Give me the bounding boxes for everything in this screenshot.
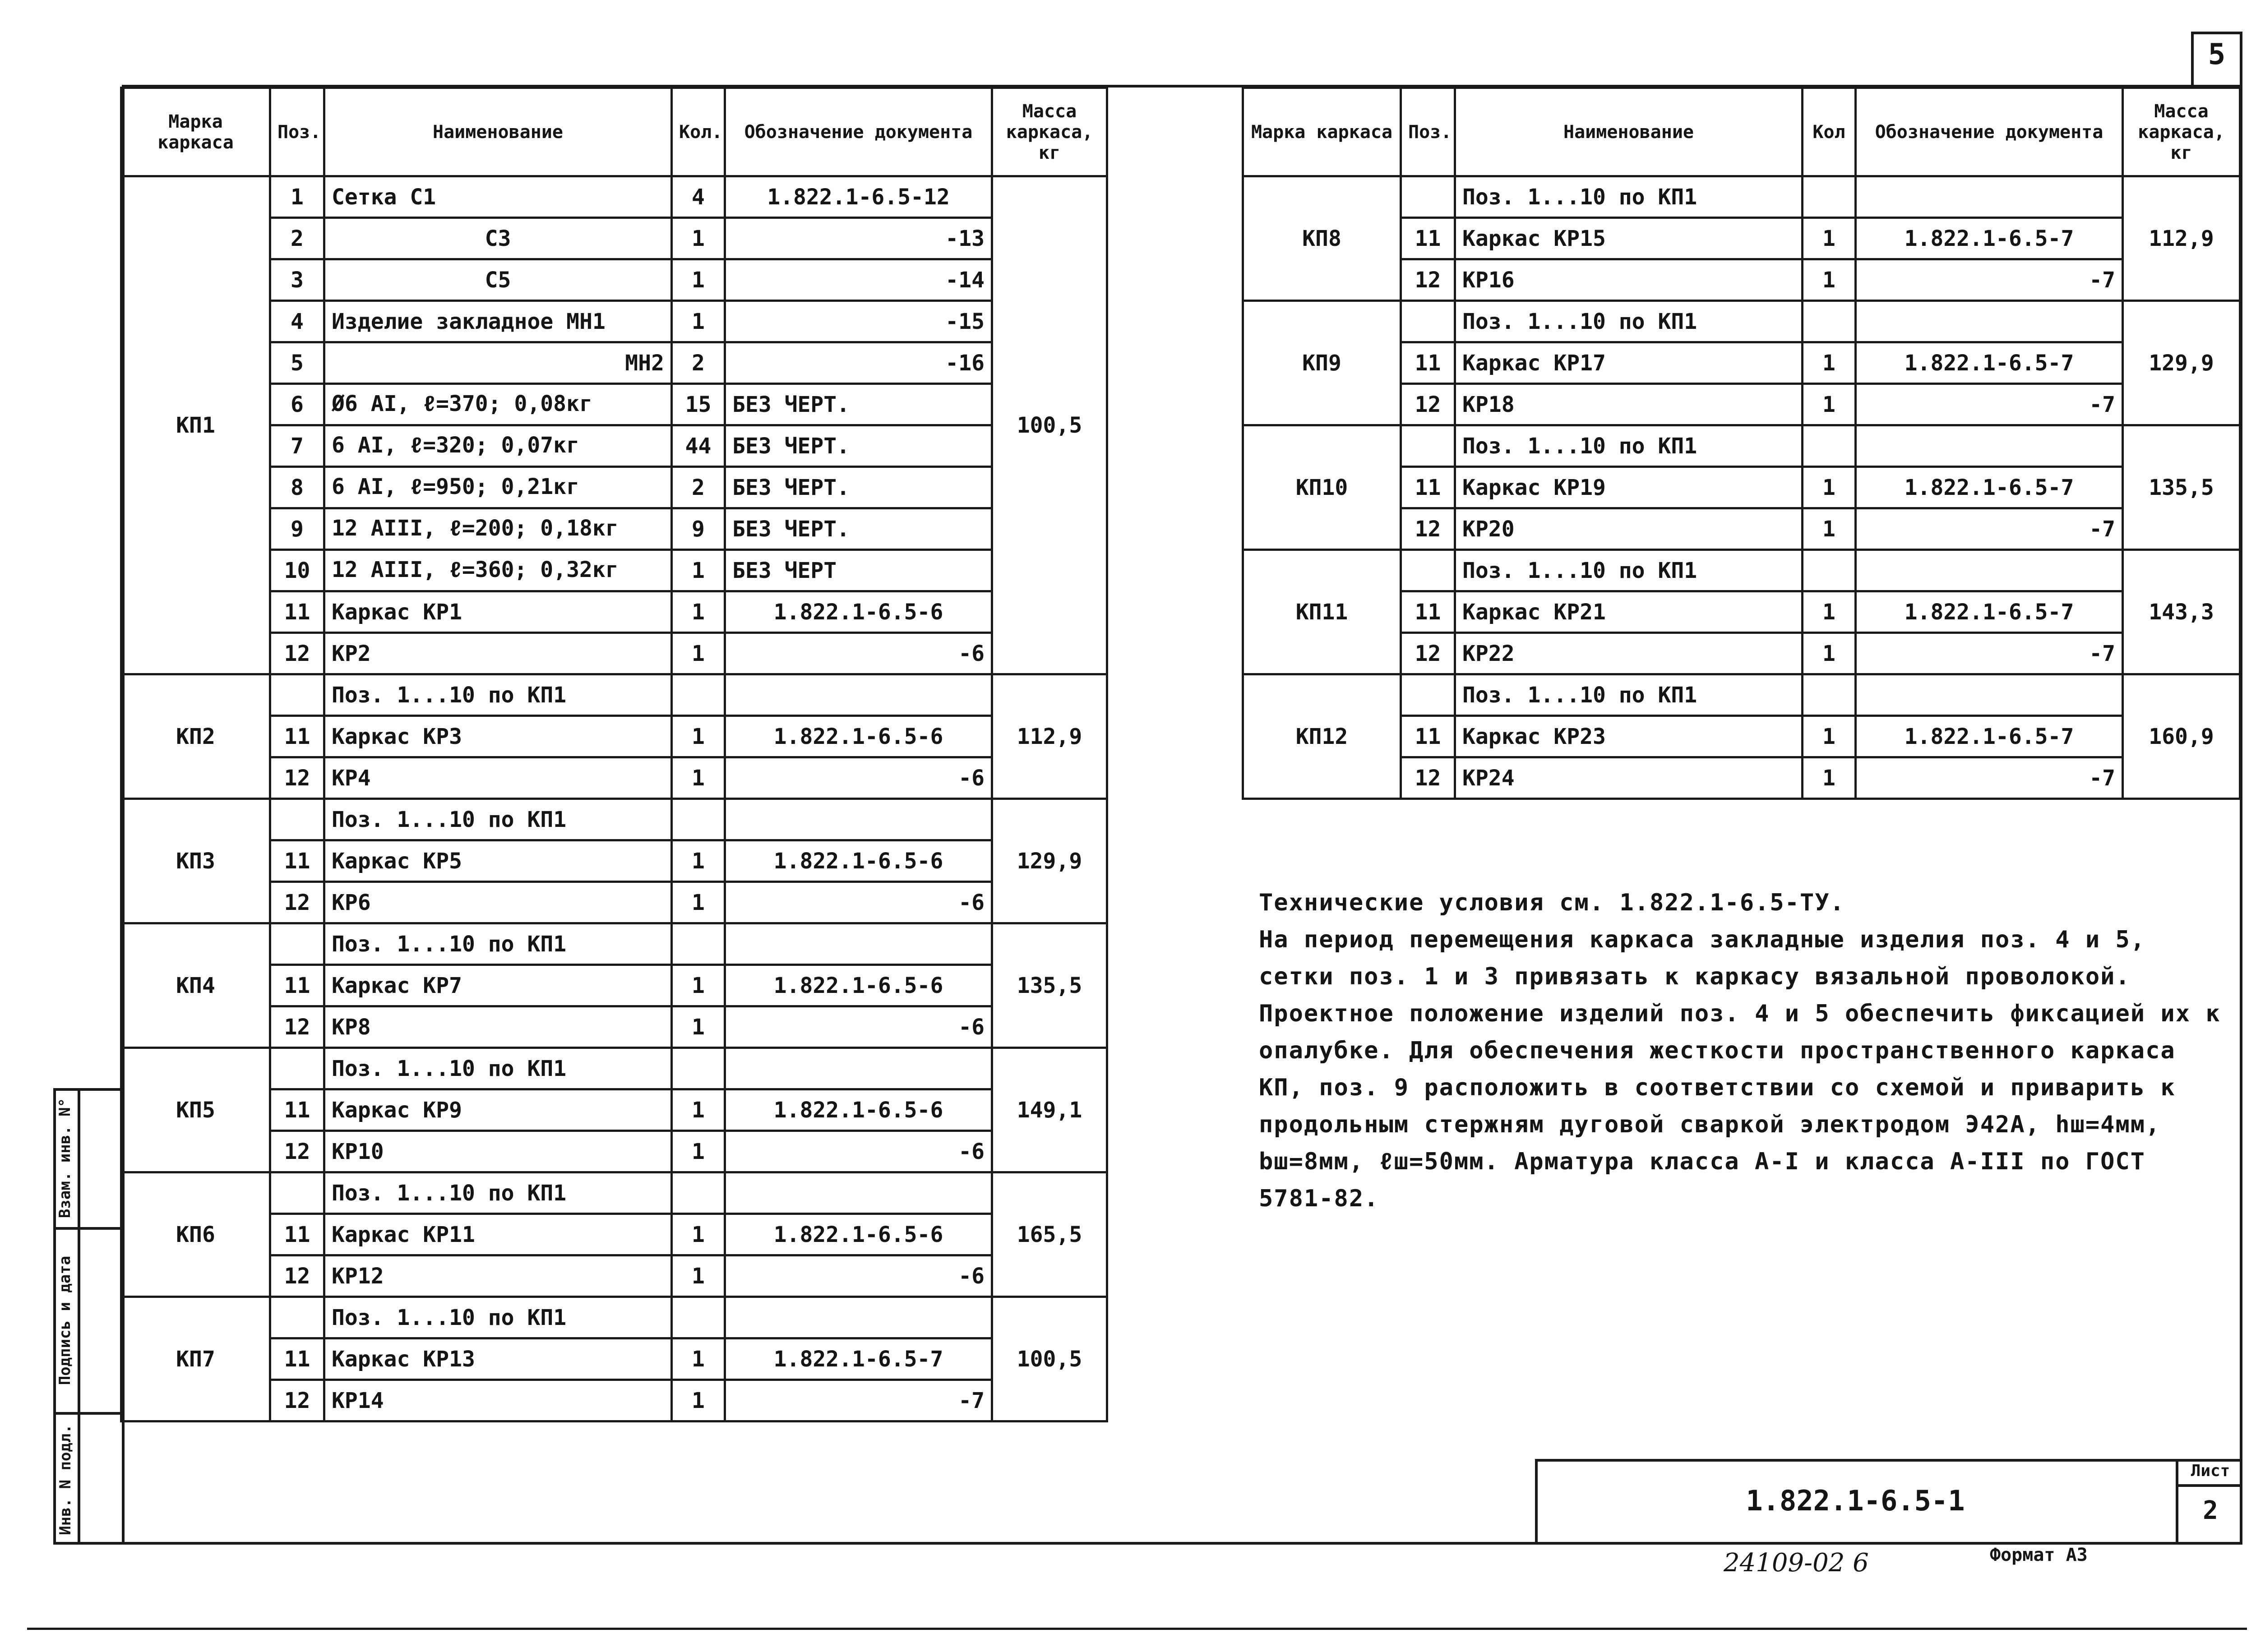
cell-doc: 1.822.1-6.5-6 (725, 716, 992, 757)
cell-marka: КП6 (121, 1172, 270, 1297)
cell-mass: 112,9 (992, 674, 1107, 799)
cell-poz (270, 1172, 324, 1214)
cell-doc: -14 (725, 259, 992, 301)
cell-kol (672, 1297, 725, 1338)
cell-name: Поз. 1...10 по КП1 (1455, 301, 1803, 342)
cell-poz: 12 (270, 1255, 324, 1297)
cell-name: Каркас КР3 (324, 716, 672, 757)
cell-name: Поз. 1...10 по КП1 (1455, 425, 1803, 467)
cell-name: Поз. 1...10 по КП1 (324, 799, 672, 840)
right-spec-table (1242, 87, 2241, 800)
table-row (121, 1048, 1107, 1089)
cell-doc: -6 (725, 757, 992, 799)
cell-name: 12 АIII, ℓ=200; 0,18кг (324, 508, 672, 550)
cell-kol: 1 (672, 716, 725, 757)
cell-poz: 9 (270, 508, 324, 550)
bottom-line (27, 1628, 2247, 1630)
stamp-vzam-inv: Взам. инв. N° (56, 1098, 74, 1218)
cell-name: Каркас КР19 (1455, 467, 1803, 508)
cell-name: Поз. 1...10 по КП1 (1455, 550, 1803, 591)
cell-marka: КП5 (121, 1048, 270, 1172)
table-row (121, 1172, 1107, 1214)
cell-name: МН2 (324, 342, 672, 384)
cell-poz: 11 (1401, 218, 1455, 259)
cell-doc (725, 674, 992, 716)
cell-kol (672, 799, 725, 840)
cell-poz: 10 (270, 550, 324, 591)
table-row (1243, 176, 2240, 218)
cell-poz (270, 923, 324, 965)
cell-poz: 12 (1401, 508, 1455, 550)
cell-marka: КП8 (1243, 176, 1401, 301)
cell-marka: КП9 (1243, 301, 1401, 425)
cell-poz (270, 1297, 324, 1338)
cell-doc: 1.822.1-6.5-6 (725, 1089, 992, 1131)
cell-doc: -7 (1856, 384, 2123, 425)
cell-doc: 1.822.1-6.5-7 (1856, 342, 2123, 384)
header-name: Наименование (1455, 88, 1803, 176)
format-label: Формат А3 (1990, 1545, 2088, 1565)
cell-poz (270, 674, 324, 716)
cell-mass: 112,9 (2123, 176, 2240, 301)
cell-doc (1856, 425, 2123, 467)
cell-marka: КП10 (1243, 425, 1401, 550)
cell-kol: 1 (1803, 259, 1856, 301)
cell-kol: 1 (1803, 716, 1856, 757)
cell-name: Каркас КР11 (324, 1214, 672, 1255)
cell-doc: 1.822.1-6.5-7 (1856, 591, 2123, 633)
cell-doc: 1.822.1-6.5-7 (1856, 218, 2123, 259)
side-stamp-divider (78, 1088, 80, 1545)
cell-name: Каркас КР7 (324, 965, 672, 1006)
cell-doc: -6 (725, 1255, 992, 1297)
cell-marka: КП4 (121, 923, 270, 1048)
cell-name: Поз. 1...10 по КП1 (324, 1297, 672, 1338)
cell-kol: 1 (672, 218, 725, 259)
cell-poz: 11 (270, 840, 324, 882)
stamp-podpis-data: Подпись и дата (56, 1255, 74, 1385)
cell-poz: 11 (270, 716, 324, 757)
cell-name: Сетка С1 (324, 176, 672, 218)
cell-kol: 1 (672, 840, 725, 882)
cell-mass: 143,3 (2123, 550, 2240, 674)
cell-doc: -7 (1856, 259, 2123, 301)
cell-doc: БЕЗ ЧЕРТ. (725, 384, 992, 425)
cell-poz: 12 (1401, 757, 1455, 799)
document-code: 1.822.1-6.5-1 (1746, 1484, 1965, 1517)
cell-poz: 7 (270, 425, 324, 467)
header-kol: Кол. (672, 88, 725, 176)
cell-kol (1803, 674, 1856, 716)
cell-poz: 11 (1401, 467, 1455, 508)
cell-kol: 1 (1803, 757, 1856, 799)
cell-name: Каркас КР13 (324, 1338, 672, 1380)
cell-kol: 1 (1803, 467, 1856, 508)
cell-name: КР2 (324, 633, 672, 674)
cell-poz: 12 (270, 882, 324, 923)
cell-kol: 1 (1803, 218, 1856, 259)
cell-kol (672, 674, 725, 716)
cell-kol: 1 (672, 1131, 725, 1172)
cell-poz: 2 (270, 218, 324, 259)
cell-poz: 12 (270, 1380, 324, 1421)
cell-marka: КП2 (121, 674, 270, 799)
cell-kol (1803, 301, 1856, 342)
cell-name: КР14 (324, 1380, 672, 1421)
cell-doc: 1.822.1-6.5-12 (725, 176, 992, 218)
cell-name: Каркас КР5 (324, 840, 672, 882)
header-mass: Масса каркаса, кг (2123, 88, 2240, 176)
cell-kol: 1 (672, 1006, 725, 1048)
cell-name: Поз. 1...10 по КП1 (324, 923, 672, 965)
cell-poz: 12 (270, 1006, 324, 1048)
cell-doc: БЕЗ ЧЕРТ. (725, 425, 992, 467)
cell-kol: 9 (672, 508, 725, 550)
cell-kol: 1 (672, 1380, 725, 1421)
cell-poz: 12 (1401, 259, 1455, 301)
cell-poz: 11 (270, 965, 324, 1006)
cell-doc: -7 (725, 1380, 992, 1421)
cell-doc: 1.822.1-6.5-7 (725, 1338, 992, 1380)
header-poz: Поз. (270, 88, 324, 176)
cell-doc (725, 799, 992, 840)
cell-kol (1803, 176, 1856, 218)
cell-kol: 1 (672, 757, 725, 799)
cell-poz: 12 (1401, 384, 1455, 425)
cell-poz (1401, 176, 1455, 218)
cell-poz: 11 (1401, 342, 1455, 384)
cell-kol: 1 (672, 882, 725, 923)
cell-doc: 1.822.1-6.5-6 (725, 591, 992, 633)
header-doc: Обозначение документа (1856, 88, 2123, 176)
cell-kol: 1 (1803, 384, 1856, 425)
table-row (1243, 301, 2240, 342)
header-marka: Марка каркаса (1243, 88, 1401, 176)
list-number: 2 (2203, 1496, 2218, 1525)
cell-mass: 129,9 (2123, 301, 2240, 425)
cell-kol: 44 (672, 425, 725, 467)
cell-marka: КП1 (121, 176, 270, 674)
cell-kol: 1 (672, 1214, 725, 1255)
cell-name: Каркас КР9 (324, 1089, 672, 1131)
cell-kol: 1 (672, 633, 725, 674)
cell-poz: 12 (270, 1131, 324, 1172)
cell-doc: 1.822.1-6.5-6 (725, 840, 992, 882)
cell-poz (1401, 674, 1455, 716)
cell-name: С5 (324, 259, 672, 301)
cell-kol: 1 (672, 550, 725, 591)
list-label: Лист (2191, 1462, 2230, 1480)
cell-kol: 1 (672, 965, 725, 1006)
cell-doc (1856, 550, 2123, 591)
cell-poz: 11 (270, 1089, 324, 1131)
cell-doc: 1.822.1-6.5-6 (725, 1214, 992, 1255)
stamp-inv-podl: Инв. N подл. (56, 1424, 74, 1535)
cell-name: КР12 (324, 1255, 672, 1297)
cell-poz: 3 (270, 259, 324, 301)
cell-doc: -6 (725, 1131, 992, 1172)
cell-doc: -15 (725, 301, 992, 342)
notes-line-2: На период перемещения каркаса закладные изделия поз. 4 и 5, сетки поз. 1 и 3 привязать к каркасу вязальной проволокой. Проектное положение изделий поз. 4 и 5 обеспечить фиксацией их к опалубке. Для обеспечения жесткости пространственного каркаса КП, поз. 9 расположить в соответствии со схемой и приварить к продольным стержням дуговой сваркой электродом Э42А, hш=4мм, bш=8мм, ℓш=50мм. Арматура класса А-I и класса А-III по ГОСТ 5781-82. (1259, 926, 2221, 1212)
cell-doc: БЕЗ ЧЕРТ (725, 550, 992, 591)
cell-poz: 4 (270, 301, 324, 342)
cell-name: КР10 (324, 1131, 672, 1172)
cell-poz: 1 (270, 176, 324, 218)
cell-name: Ø6 АI, ℓ=370; 0,08кг (324, 384, 672, 425)
table-row (121, 923, 1107, 965)
cell-kol (672, 923, 725, 965)
cell-poz: 12 (1401, 633, 1455, 674)
cell-kol (672, 1048, 725, 1089)
cell-mass: 149,1 (992, 1048, 1107, 1172)
table-row (1243, 425, 2240, 467)
cell-kol (1803, 550, 1856, 591)
cell-doc: -16 (725, 342, 992, 384)
cell-poz: 11 (1401, 591, 1455, 633)
cell-mass: 135,5 (992, 923, 1107, 1048)
cell-name: КР6 (324, 882, 672, 923)
cell-name: Поз. 1...10 по КП1 (324, 1048, 672, 1089)
cell-doc (725, 1297, 992, 1338)
cell-poz: 6 (270, 384, 324, 425)
cell-name: Поз. 1...10 по КП1 (324, 674, 672, 716)
cell-name: Каркас КР15 (1455, 218, 1803, 259)
cell-doc: 1.822.1-6.5-7 (1856, 716, 2123, 757)
cell-kol: 1 (1803, 633, 1856, 674)
header-poz: Поз. (1401, 88, 1455, 176)
cell-doc: -7 (1856, 508, 2123, 550)
cell-poz (270, 1048, 324, 1089)
cell-doc: -6 (725, 633, 992, 674)
header-name: Наименование (324, 88, 672, 176)
cell-poz (270, 799, 324, 840)
cell-poz: 12 (270, 757, 324, 799)
cell-doc: 1.822.1-6.5-6 (725, 965, 992, 1006)
cell-name: Изделие закладное МН1 (324, 301, 672, 342)
page-number: 5 (2208, 38, 2226, 71)
cell-kol: 1 (672, 259, 725, 301)
header-kol: Кол (1803, 88, 1856, 176)
title-block-divider (2176, 1484, 2242, 1487)
cell-kol (1803, 425, 1856, 467)
cell-name: КР20 (1455, 508, 1803, 550)
cell-poz (1401, 550, 1455, 591)
cell-kol: 1 (1803, 591, 1856, 633)
cell-doc (1856, 176, 2123, 218)
cell-name: Поз. 1...10 по КП1 (324, 1172, 672, 1214)
header-marka: Марка каркаса (121, 88, 270, 176)
table-row (1243, 550, 2240, 591)
cell-name: 12 АIII, ℓ=360; 0,32кг (324, 550, 672, 591)
cell-name: 6 АI, ℓ=320; 0,07кг (324, 425, 672, 467)
table-row (121, 176, 1107, 218)
cell-poz: 11 (1401, 716, 1455, 757)
cell-kol: 1 (672, 591, 725, 633)
cell-kol: 1 (672, 1255, 725, 1297)
cell-poz: 11 (270, 591, 324, 633)
cell-mass: 160,9 (2123, 674, 2240, 799)
table-row (121, 674, 1107, 716)
cell-name: КР24 (1455, 757, 1803, 799)
cell-name: Каркас КР23 (1455, 716, 1803, 757)
header-mass: Масса каркаса, кг (992, 88, 1107, 176)
cell-name: Каркас КР1 (324, 591, 672, 633)
cell-kol: 1 (1803, 342, 1856, 384)
table-row (121, 799, 1107, 840)
cell-doc: -7 (1856, 757, 2123, 799)
cell-name: Каркас КР21 (1455, 591, 1803, 633)
cell-name: КР4 (324, 757, 672, 799)
cell-doc (1856, 301, 2123, 342)
cell-mass: 100,5 (992, 1297, 1107, 1421)
left-spec-table (120, 87, 1108, 1422)
cell-marka: КП3 (121, 799, 270, 923)
cell-kol (672, 1172, 725, 1214)
cell-name: С3 (324, 218, 672, 259)
cell-poz (1401, 425, 1455, 467)
notes-line-1: Технические условия см. 1.822.1-6.5-ТУ. (1259, 889, 1845, 916)
cell-kol: 15 (672, 384, 725, 425)
cell-doc (725, 1048, 992, 1089)
cell-doc (725, 923, 992, 965)
cell-name: 6 АI, ℓ=950; 0,21кг (324, 467, 672, 508)
cell-poz: 12 (270, 633, 324, 674)
cell-doc (725, 1172, 992, 1214)
cell-kol: 2 (672, 467, 725, 508)
cell-mass: 129,9 (992, 799, 1107, 923)
cell-doc: БЕЗ ЧЕРТ. (725, 508, 992, 550)
table-row (1243, 674, 2240, 716)
cell-name: КР16 (1455, 259, 1803, 301)
cell-doc: 1.822.1-6.5-7 (1856, 467, 2123, 508)
cell-name: КР18 (1455, 384, 1803, 425)
handwritten-number: 24109-02 6 (1724, 1548, 1869, 1578)
cell-mass: 100,5 (992, 176, 1107, 674)
cell-mass: 165,5 (992, 1172, 1107, 1297)
cell-name: КР22 (1455, 633, 1803, 674)
cell-name: Каркас КР17 (1455, 342, 1803, 384)
cell-kol: 1 (672, 1089, 725, 1131)
cell-poz (1401, 301, 1455, 342)
cell-name: КР8 (324, 1006, 672, 1048)
cell-name: Поз. 1...10 по КП1 (1455, 176, 1803, 218)
cell-name: Поз. 1...10 по КП1 (1455, 674, 1803, 716)
technical-notes (1259, 884, 2229, 1217)
cell-marka: КП12 (1243, 674, 1401, 799)
table-row (121, 1297, 1107, 1338)
cell-doc (1856, 674, 2123, 716)
cell-doc: -13 (725, 218, 992, 259)
header-doc: Обозначение документа (725, 88, 992, 176)
cell-poz: 11 (270, 1338, 324, 1380)
cell-doc: -7 (1856, 633, 2123, 674)
cell-marka: КП7 (121, 1297, 270, 1421)
cell-doc: БЕЗ ЧЕРТ. (725, 467, 992, 508)
cell-doc: -6 (725, 1006, 992, 1048)
cell-mass: 135,5 (2123, 425, 2240, 550)
cell-kol: 1 (672, 301, 725, 342)
cell-kol: 4 (672, 176, 725, 218)
cell-kol: 1 (1803, 508, 1856, 550)
cell-marka: КП11 (1243, 550, 1401, 674)
cell-poz: 8 (270, 467, 324, 508)
cell-poz: 5 (270, 342, 324, 384)
cell-poz: 11 (270, 1214, 324, 1255)
cell-kol: 1 (672, 1338, 725, 1380)
cell-doc: -6 (725, 882, 992, 923)
cell-kol: 2 (672, 342, 725, 384)
